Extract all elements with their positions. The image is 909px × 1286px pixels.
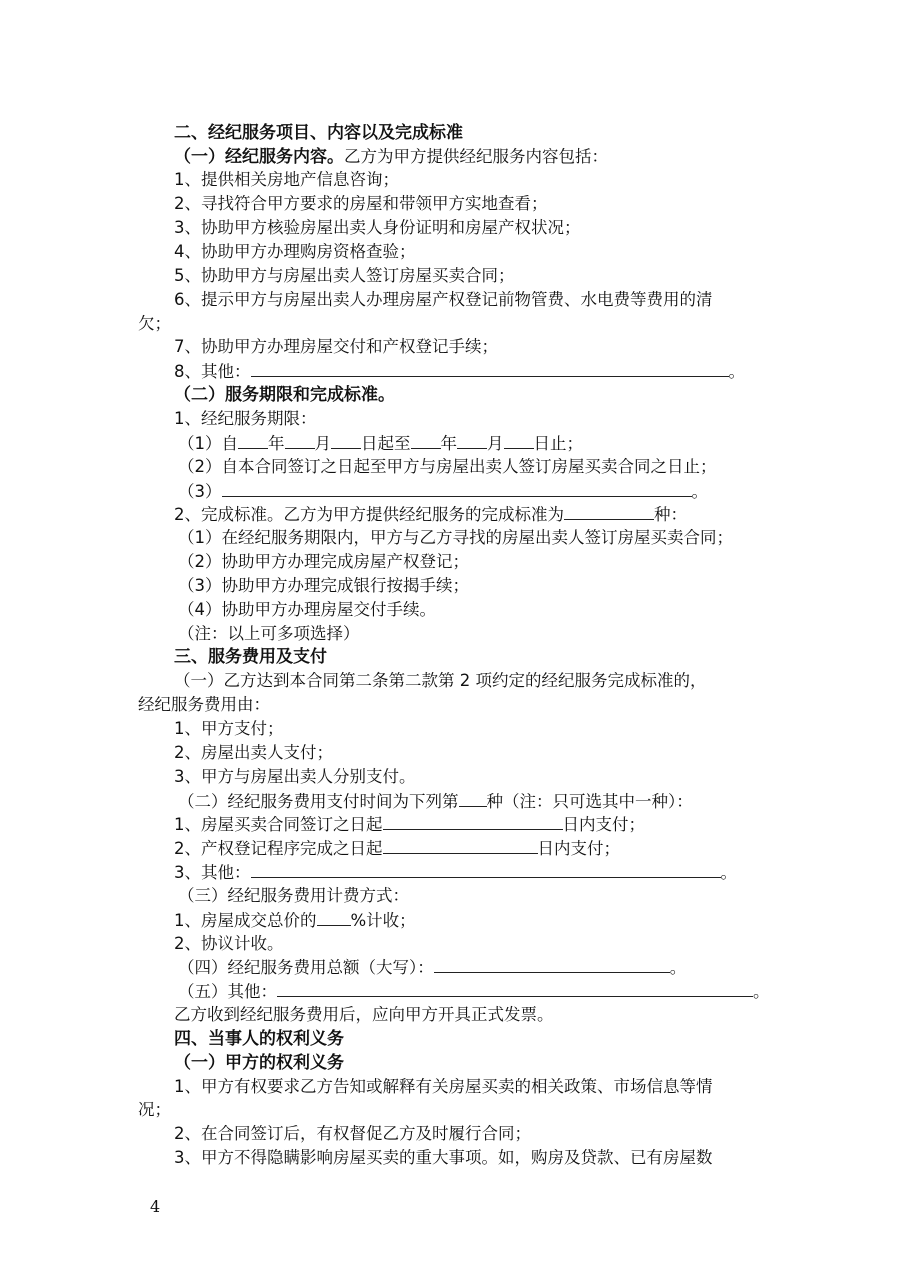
list-item-other: （3） 。: [178, 479, 708, 503]
fill-blank[interactable]: [383, 836, 538, 854]
fill-blank[interactable]: [251, 359, 729, 377]
fill-blank[interactable]: [277, 979, 753, 997]
list-item: 1、甲方支付；: [174, 719, 284, 738]
list-item: 3、甲方与房屋出卖人分别支付。: [174, 767, 416, 786]
list-item: （4）协助甲方办理房屋交付手续。: [178, 600, 436, 619]
section-2-heading: 二、经纪服务项目、内容以及完成标准: [174, 123, 463, 143]
fill-blank[interactable]: [434, 955, 670, 973]
total-fee-line: （四）经纪服务费用总额（大写）： 。: [178, 955, 686, 979]
fill-blank[interactable]: [459, 789, 487, 807]
list-item: 6、提示甲方与房屋出卖人办理房屋产权登记前物管费、水电费等费用的清: [174, 290, 713, 309]
fill-blank[interactable]: [564, 502, 654, 520]
section-3-heading: 三、服务费用及支付: [174, 647, 327, 667]
list-item: 2、协议计收。: [174, 934, 284, 953]
list-item: 5、协助甲方与房屋出卖人签订房屋买卖合同；: [174, 266, 515, 285]
payment-time-line: （二）经纪服务费用支付时间为下列第 种（注：只可选其中一种）：: [178, 789, 693, 813]
list-item: 1、房屋买卖合同签订之日起 日内支付；: [174, 812, 645, 836]
list-item: 2、产权登记程序完成之日起 日内支付；: [174, 836, 620, 860]
fill-blank[interactable]: [411, 431, 441, 449]
other-line: （五）其他： 。: [178, 979, 770, 1003]
fill-blank[interactable]: [251, 860, 721, 878]
list-item: （3）协助甲方办理完成银行按揭手续；: [178, 576, 469, 595]
fill-blank[interactable]: [222, 479, 692, 497]
fill-blank[interactable]: [238, 431, 268, 449]
fill-blank[interactable]: [457, 431, 487, 449]
completion-standard-line: 2、完成标准。乙方为甲方提供经纪服务的完成标准为 种：: [174, 502, 687, 526]
list-item: 3、协助甲方核验房屋出卖人身份证明和房屋产权状况；: [174, 218, 581, 237]
fill-blank[interactable]: [285, 431, 315, 449]
paragraph: （一）乙方达到本合同第二条第二款第 2 项约定的经纪服务完成标准的，: [174, 671, 707, 690]
list-item: （2）协助甲方办理完成房屋产权登记；: [178, 552, 469, 571]
list-item: （2）自本合同签订之日起至甲方与房屋出卖人签订房屋买卖合同之日止；: [178, 457, 717, 476]
date-range-line: （1）自 年 月 日起至 年 月 日止；: [178, 431, 583, 455]
note: （注：以上可多项选择）: [178, 624, 360, 643]
fill-blank[interactable]: [504, 431, 534, 449]
paragraph-continued: 经纪服务费用由：: [138, 695, 270, 714]
list-item: 2、寻找符合甲方要求的房屋和带领甲方实地查看；: [174, 194, 548, 213]
fill-blank[interactable]: [383, 812, 563, 830]
list-item: 1、房屋成交总价的 %计收；: [174, 908, 416, 932]
list-item-other: 8、其他： 。: [174, 359, 745, 383]
list-item: 2、房屋出卖人支付；: [174, 743, 333, 762]
list-item: 4、协助甲方办理购房资格查验；: [174, 242, 416, 261]
list-item: 3、甲方不得隐瞒影响房屋买卖的重大事项。如，购房及贷款、已有房屋数: [174, 1148, 713, 1167]
list-item: （1）在经纪服务期限内，甲方与乙方寻找的房屋出卖人签订房屋买卖合同；: [178, 528, 733, 547]
list-item-continued: 欠；: [138, 314, 171, 333]
fill-blank[interactable]: [331, 431, 361, 449]
list-item: 2、在合同签订后，有权督促乙方及时履行合同；: [174, 1124, 531, 1143]
subsection-heading: （二）服务期限和完成标准。: [174, 385, 395, 405]
list-item: 1、甲方有权要求乙方告知或解释有关房屋买卖的相关政策、市场信息等情: [174, 1077, 713, 1096]
list-item: 7、协助甲方办理房屋交付和产权登记手续；: [174, 337, 498, 356]
paragraph: 乙方收到经纪服务费用后，应向甲方开具正式发票。: [174, 1005, 554, 1024]
paragraph-service-content: （一）经纪服务内容。乙方为甲方提供经纪服务内容包括：: [174, 147, 608, 167]
list-item-other: 3、其他： 。: [174, 860, 737, 884]
fill-blank[interactable]: [317, 908, 351, 926]
list-item: 1、经纪服务期限：: [174, 409, 317, 428]
page-number: 4: [150, 1197, 161, 1216]
list-item: （三）经纪服务费用计费方式：: [178, 886, 409, 905]
list-item-continued: 况；: [138, 1100, 171, 1119]
list-item: 1、提供相关房地产信息咨询；: [174, 170, 399, 189]
section-4-heading: 四、当事人的权利义务: [174, 1029, 344, 1049]
subsection-heading: （一）甲方的权利义务: [174, 1053, 344, 1073]
